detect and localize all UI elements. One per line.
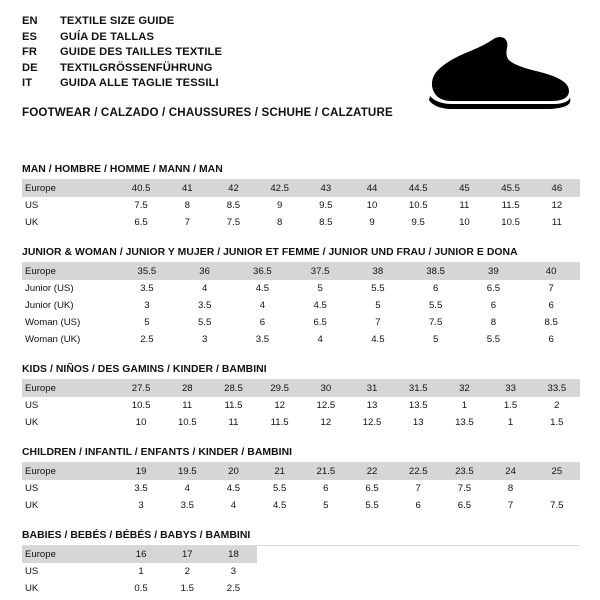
table-row bbox=[22, 331, 580, 348]
cell: 29.5 bbox=[257, 380, 303, 397]
cell: 3 bbox=[230, 566, 237, 577]
cell: 13 bbox=[366, 400, 378, 411]
cell: 4.5 bbox=[272, 500, 287, 511]
cell: 44 bbox=[349, 180, 395, 197]
table-row bbox=[22, 180, 580, 197]
cell: 44.5 bbox=[395, 180, 441, 197]
cell: 6 bbox=[259, 317, 266, 328]
section-title: MAN / HOMBRE / HOMME / MANN / MAN bbox=[22, 164, 580, 180]
row-label: UK bbox=[25, 500, 39, 511]
cell: 11.5 bbox=[501, 200, 520, 211]
cell: 7.5 bbox=[457, 483, 472, 494]
cell: 10.5 bbox=[177, 417, 197, 428]
cell: 2.5 bbox=[140, 334, 154, 345]
cell: 28 bbox=[164, 380, 210, 397]
cell: 3.5 bbox=[140, 283, 154, 294]
cell: 1 bbox=[461, 400, 468, 411]
cell: 13.5 bbox=[408, 400, 428, 411]
language-code: EN bbox=[22, 15, 38, 27]
cell: 22 bbox=[349, 463, 395, 480]
cell: 11 bbox=[551, 217, 562, 228]
cell: 37.5 bbox=[291, 263, 349, 280]
language-code: DE bbox=[22, 61, 38, 74]
cell: 46 bbox=[534, 180, 580, 197]
cell: 4 bbox=[317, 334, 323, 345]
cell: 8.5 bbox=[226, 200, 241, 211]
cell: 22.5 bbox=[395, 463, 441, 480]
section-title: JUNIOR & WOMAN / JUNIOR Y MUJER / JUNIOR ET FEMME / JUNIOR UND FRAU / JUNIOR E DONA bbox=[22, 247, 580, 263]
language-title: TEXTILGRÖSSENFÜHRUNG bbox=[60, 61, 213, 74]
cell: 8 bbox=[184, 200, 190, 211]
cell: 8 bbox=[507, 483, 514, 494]
language-code: ES bbox=[22, 30, 38, 43]
cell: 5.5 bbox=[371, 283, 385, 294]
cell: 6.5 bbox=[134, 217, 148, 228]
cell: 4.5 bbox=[226, 483, 241, 494]
cell-empty bbox=[257, 563, 580, 580]
cell: 20 bbox=[210, 463, 256, 480]
table-row bbox=[22, 297, 580, 314]
cell: 42 bbox=[210, 180, 256, 197]
cell: 39 bbox=[465, 263, 523, 280]
language-title: GUÍA DE TALLAS bbox=[60, 30, 155, 43]
cell: 24 bbox=[488, 463, 534, 480]
cell: 8 bbox=[490, 317, 497, 328]
cell: 45.5 bbox=[488, 180, 534, 197]
cell: 1.5 bbox=[180, 583, 194, 594]
table-row bbox=[22, 314, 580, 331]
cell: 6.5 bbox=[486, 283, 501, 294]
cell: 33 bbox=[488, 380, 534, 397]
table-row bbox=[22, 380, 580, 397]
cell: 7.5 bbox=[428, 317, 443, 328]
cell: 17 bbox=[164, 546, 210, 563]
cell: 6.5 bbox=[457, 500, 472, 511]
table-row bbox=[22, 197, 580, 214]
cell: 10.5 bbox=[501, 217, 520, 228]
table-row bbox=[22, 463, 580, 480]
cell: 6.5 bbox=[313, 317, 327, 328]
cell: 36.5 bbox=[234, 263, 292, 280]
cell: 4 bbox=[201, 283, 208, 294]
section-kids bbox=[22, 364, 580, 431]
cell: 5 bbox=[375, 300, 381, 311]
size-table-junior-woman bbox=[22, 263, 580, 348]
cell: 16 bbox=[118, 546, 164, 563]
cell: 8.5 bbox=[319, 217, 333, 228]
row-label: Europe bbox=[22, 546, 118, 563]
cell: 36 bbox=[176, 263, 234, 280]
cell: 6 bbox=[432, 283, 439, 294]
cell: 11.5 bbox=[270, 417, 289, 428]
table-row bbox=[22, 563, 580, 580]
row-label: US bbox=[25, 483, 39, 494]
cell: 1 bbox=[507, 417, 514, 428]
cell: 25 bbox=[534, 463, 580, 480]
cell: 5.5 bbox=[486, 334, 501, 345]
cell: 6 bbox=[548, 300, 554, 311]
language-code: FR bbox=[22, 46, 38, 58]
cell: 8 bbox=[276, 217, 283, 228]
cell: 5.5 bbox=[428, 300, 443, 311]
cell: 38.5 bbox=[407, 263, 465, 280]
row-label: Europe bbox=[22, 380, 118, 397]
section-junior-woman bbox=[22, 247, 580, 348]
cell: 3 bbox=[201, 334, 208, 345]
cell: 3.5 bbox=[180, 500, 194, 511]
cell: 7.5 bbox=[134, 200, 148, 211]
cell: 33.5 bbox=[534, 380, 580, 397]
cell: 5.5 bbox=[197, 317, 212, 328]
row-label: UK bbox=[25, 583, 39, 594]
table-row bbox=[22, 546, 580, 563]
cell: 4.5 bbox=[313, 300, 327, 311]
cell: 11 bbox=[459, 200, 470, 211]
section-babies bbox=[22, 530, 580, 597]
language-title: GUIDE DES TAILLES TEXTILE bbox=[60, 46, 223, 58]
dress-shoe-icon bbox=[394, 30, 574, 114]
cell bbox=[534, 480, 580, 497]
cell: 19.5 bbox=[164, 463, 210, 480]
language-title: TEXTILE SIZE GUIDE bbox=[60, 15, 175, 27]
cell: 35.5 bbox=[118, 263, 176, 280]
row-label: US bbox=[25, 400, 39, 411]
cell: 7.5 bbox=[550, 500, 564, 511]
cell: 7 bbox=[548, 283, 554, 294]
table-row bbox=[22, 497, 580, 514]
row-label: Europe bbox=[22, 463, 118, 480]
cell: 28.5 bbox=[210, 380, 256, 397]
cell: 4.5 bbox=[255, 283, 270, 294]
page-header bbox=[22, 14, 580, 122]
cell: 7 bbox=[184, 217, 190, 228]
table-row bbox=[22, 414, 580, 431]
cell: 32 bbox=[441, 380, 487, 397]
row-label: US bbox=[25, 200, 39, 211]
cell: 5.5 bbox=[272, 483, 287, 494]
cell: 38 bbox=[349, 263, 407, 280]
cell: 3.5 bbox=[197, 300, 212, 311]
cell: 10.5 bbox=[408, 200, 428, 211]
table-row bbox=[22, 397, 580, 414]
row-label: UK bbox=[25, 417, 39, 428]
cell: 6 bbox=[548, 334, 554, 345]
cell: 2 bbox=[554, 400, 560, 411]
cell: 9 bbox=[369, 217, 375, 228]
section-title: CHILDREN / INFANTIL / ENFANTS / KINDER / BAMBINI bbox=[22, 447, 580, 463]
cell: 43 bbox=[303, 180, 349, 197]
cell: 27.5 bbox=[118, 380, 164, 397]
section-children bbox=[22, 447, 580, 514]
cell: 21 bbox=[257, 463, 303, 480]
section-title: BABIES / BEBÉS / BÉBÉS / BABYS / BAMBINI bbox=[22, 530, 580, 546]
size-table-man bbox=[22, 180, 580, 231]
cell: 10 bbox=[459, 217, 470, 228]
cell: 31.5 bbox=[395, 380, 441, 397]
cell: 6 bbox=[415, 500, 421, 511]
table-row bbox=[22, 263, 580, 280]
cell: 3.5 bbox=[255, 334, 270, 345]
cell: 12 bbox=[551, 200, 563, 211]
cell: 23.5 bbox=[441, 463, 487, 480]
row-label: US bbox=[25, 566, 39, 577]
cell: 1.5 bbox=[550, 417, 564, 428]
cell: 7 bbox=[507, 500, 514, 511]
language-title: GUIDA ALLE TAGLIE TESSILI bbox=[60, 77, 219, 89]
cell: 5.5 bbox=[365, 500, 379, 511]
cell: 1.5 bbox=[503, 400, 518, 411]
cell: 9.5 bbox=[319, 200, 333, 211]
table-row bbox=[22, 480, 580, 497]
cell: 11.5 bbox=[224, 400, 243, 411]
cell: 4 bbox=[259, 300, 266, 311]
cell: 31 bbox=[349, 380, 395, 397]
cell: 10.5 bbox=[131, 400, 151, 411]
cell: 41 bbox=[164, 180, 210, 197]
cell: 1 bbox=[138, 566, 144, 577]
table-row bbox=[22, 580, 580, 597]
cell: 9 bbox=[276, 200, 283, 211]
row-label: UK bbox=[25, 217, 39, 228]
cell: 30 bbox=[303, 380, 349, 397]
size-table-children bbox=[22, 463, 580, 514]
size-table-babies bbox=[22, 546, 580, 597]
cell: 7 bbox=[415, 483, 421, 494]
cell: 7 bbox=[375, 317, 381, 328]
cell: 5 bbox=[323, 500, 329, 511]
language-code: IT bbox=[22, 77, 33, 89]
cell: 21.5 bbox=[303, 463, 349, 480]
cell: 40.5 bbox=[118, 180, 164, 197]
cell: 10 bbox=[135, 417, 147, 428]
cell: 7.5 bbox=[226, 217, 241, 228]
cell: 4 bbox=[184, 483, 190, 494]
row-label: Junior (US) bbox=[25, 283, 74, 294]
cell: 12 bbox=[320, 417, 332, 428]
cell: 0.5 bbox=[134, 583, 148, 594]
cell: 3 bbox=[138, 500, 144, 511]
cell: 12.5 bbox=[316, 400, 336, 411]
cell: 3 bbox=[144, 300, 150, 311]
cell: 5 bbox=[144, 317, 150, 328]
table-row bbox=[22, 214, 580, 231]
row-label: Junior (UK) bbox=[25, 300, 74, 311]
cell: 10 bbox=[366, 200, 378, 211]
cell: 3.5 bbox=[134, 483, 148, 494]
row-label: Woman (UK) bbox=[25, 334, 81, 345]
section-man bbox=[22, 164, 580, 231]
cell: 12 bbox=[274, 400, 285, 411]
cell: 45 bbox=[441, 180, 487, 197]
cell-empty bbox=[257, 546, 580, 563]
cell: 4 bbox=[230, 500, 237, 511]
row-label: Europe bbox=[22, 180, 118, 197]
cell-empty bbox=[257, 580, 580, 597]
cell: 8.5 bbox=[544, 317, 558, 328]
cell: 18 bbox=[210, 546, 256, 563]
row-label: Woman (US) bbox=[25, 317, 81, 328]
cell: 19 bbox=[118, 463, 164, 480]
cell: 9.5 bbox=[411, 217, 425, 228]
cell: 42.5 bbox=[257, 180, 303, 197]
language-row bbox=[22, 14, 580, 30]
cell: 11 bbox=[182, 400, 193, 411]
cell: 13.5 bbox=[455, 417, 474, 428]
section-title: KIDS / NIÑOS / DES GAMINS / KINDER / BAMBINI bbox=[22, 364, 580, 380]
cell: 11 bbox=[228, 417, 239, 428]
category-line: FOOTWEAR / CALZADO / CHAUSSURES / SCHUHE / CALZATURE bbox=[22, 105, 393, 119]
cell: 6 bbox=[323, 483, 329, 494]
table-row bbox=[22, 280, 580, 297]
cell: 5 bbox=[317, 283, 323, 294]
cell: 4.5 bbox=[371, 334, 385, 345]
cell: 2.5 bbox=[226, 583, 241, 594]
cell: 5 bbox=[432, 334, 439, 345]
cell: 6.5 bbox=[365, 483, 379, 494]
cell: 13 bbox=[412, 417, 424, 428]
row-label: Europe bbox=[22, 263, 118, 280]
cell: 40 bbox=[522, 263, 580, 280]
cell: 6 bbox=[490, 300, 497, 311]
cell: 2 bbox=[184, 566, 190, 577]
cell: 12.5 bbox=[362, 417, 382, 428]
size-table-kids bbox=[22, 380, 580, 431]
